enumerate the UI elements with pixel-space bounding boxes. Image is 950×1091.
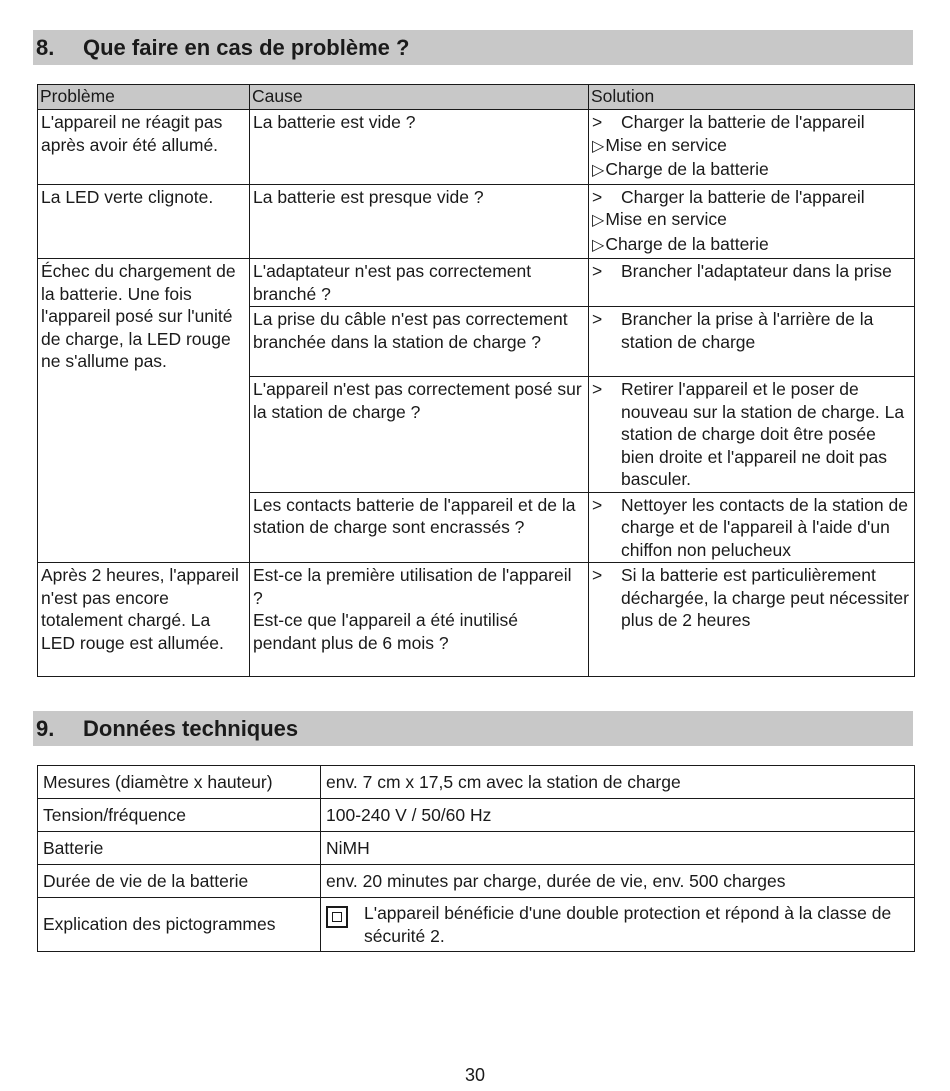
- table-row: [38, 799, 915, 832]
- problem-cell: L'appareil ne réagit pas après avoir été allumé.: [38, 110, 250, 185]
- cause-cell: La prise du câble n'est pas correctement branchée dans la station de charge ?: [250, 307, 589, 377]
- arrow-marker: >: [592, 565, 603, 585]
- section-8-number: 8.: [36, 34, 55, 60]
- problem-cell: La LED verte clignote.: [38, 184, 250, 259]
- solution-cell: [589, 492, 915, 563]
- arrow-marker: >: [592, 186, 603, 207]
- problem-cell: Échec du chargement de la batterie. Une fois l'appareil posé sur l'unité de charge, la LED rouge ne s'allume pas.: [38, 259, 250, 563]
- table-row: [38, 865, 915, 898]
- header-problem: Problème: [38, 85, 250, 110]
- solution-text: Brancher l'adaptateur dans la prise: [621, 261, 892, 281]
- solution-cell: [589, 259, 915, 307]
- arrow-marker: >: [592, 379, 603, 399]
- table-row: [38, 832, 915, 865]
- spec-value-cell: [321, 898, 915, 952]
- spec-label: Batterie: [38, 832, 321, 865]
- troubleshooting-table: [37, 84, 915, 677]
- reference-link: Mise en service: [605, 209, 727, 229]
- arrow-marker: >: [592, 309, 603, 329]
- table-row: [38, 110, 915, 185]
- solution-text: Brancher la prise à l'arrière de la station de charge: [621, 309, 874, 352]
- reference-link: Mise en service: [605, 134, 727, 155]
- spec-value: L'appareil bénéficie d'une double protection et répond à la classe de sécurité 2.: [364, 903, 892, 946]
- technical-data-table: [37, 765, 915, 952]
- cause-cell: [250, 563, 589, 677]
- solution-text: Charger la batterie de l'appareil: [621, 186, 865, 207]
- spec-label: Explication des pictogrammes: [38, 898, 321, 952]
- page-number: 30: [464, 1065, 486, 1085]
- cause-line: Est-ce que l'appareil a été inutilisé pendant plus de 6 mois ?: [253, 610, 519, 653]
- section-9-number: 9.: [36, 715, 55, 741]
- header-solution: Solution: [589, 85, 915, 110]
- spec-value: NiMH: [321, 832, 915, 865]
- section-8-heading: [33, 30, 913, 65]
- section-8-title: Que faire en cas de problème ?: [83, 34, 410, 60]
- table-row: [38, 259, 915, 307]
- arrow-marker: >: [592, 261, 603, 281]
- solution-text: Charger la batterie de l'appareil: [621, 112, 865, 132]
- cause-cell: La batterie est presque vide ?: [250, 184, 589, 259]
- solution-cell: [589, 307, 915, 377]
- triangle-ref-icon: ▷: [592, 162, 605, 179]
- section-9-heading: [33, 711, 913, 746]
- table-row: [38, 898, 915, 952]
- solution-cell: [589, 110, 915, 185]
- table-header-row: [38, 85, 915, 110]
- double-insulation-icon: [326, 906, 348, 928]
- cause-line: Est-ce la première utilisation de l'appareil ?: [253, 565, 572, 608]
- reference-link: Charge de la batterie: [605, 233, 769, 254]
- triangle-ref-icon: ▷: [592, 212, 605, 229]
- reference-link: Charge de la batterie: [605, 159, 769, 179]
- spec-value: 100-240 V / 50/60 Hz: [321, 799, 915, 832]
- solution-cell: [589, 377, 915, 493]
- triangle-ref-icon: ▷: [592, 137, 605, 155]
- spec-label: Tension/fréquence: [38, 799, 321, 832]
- solution-text: Nettoyer les contacts de la station de charge et de l'appareil à l'aide d'un chiffon non pelucheux: [621, 494, 908, 560]
- triangle-ref-icon: ▷: [592, 236, 605, 254]
- table-row: [38, 766, 915, 799]
- spec-value: env. 7 cm x 17,5 cm avec la station de charge: [321, 766, 915, 799]
- cause-cell: L'adaptateur n'est pas correctement branché ?: [250, 259, 589, 307]
- arrow-marker: >: [592, 494, 603, 515]
- cause-cell: Les contacts batterie de l'appareil et de la station de charge sont encrassés ?: [250, 492, 589, 563]
- table-row: [38, 184, 915, 259]
- solution-cell: [589, 563, 915, 677]
- spec-label: Mesures (diamètre x hauteur): [38, 766, 321, 799]
- solution-cell: [589, 184, 915, 259]
- cause-cell: La batterie est vide ?: [250, 110, 589, 185]
- problem-cell: Après 2 heures, l'appareil n'est pas encore totalement chargé. La LED rouge est allumée.: [38, 563, 250, 677]
- spec-value: env. 20 minutes par charge, durée de vie, env. 500 charges: [321, 865, 915, 898]
- solution-text: Si la batterie est particulièrement déchargée, la charge peut nécessiter plus de 2 heures: [621, 565, 909, 630]
- header-cause: Cause: [250, 85, 589, 110]
- table-row: [38, 563, 915, 677]
- section-9-title: Données techniques: [83, 715, 299, 741]
- solution-text: Retirer l'appareil et le poser de nouveau sur la station de charge. La station de charge doit être posée bien droite et l'appareil ne doit pas basculer.: [621, 379, 905, 489]
- cause-cell: L'appareil n'est pas correctement posé sur la station de charge ?: [250, 377, 589, 493]
- arrow-marker: >: [592, 112, 603, 132]
- spec-label: Durée de vie de la batterie: [38, 865, 321, 898]
